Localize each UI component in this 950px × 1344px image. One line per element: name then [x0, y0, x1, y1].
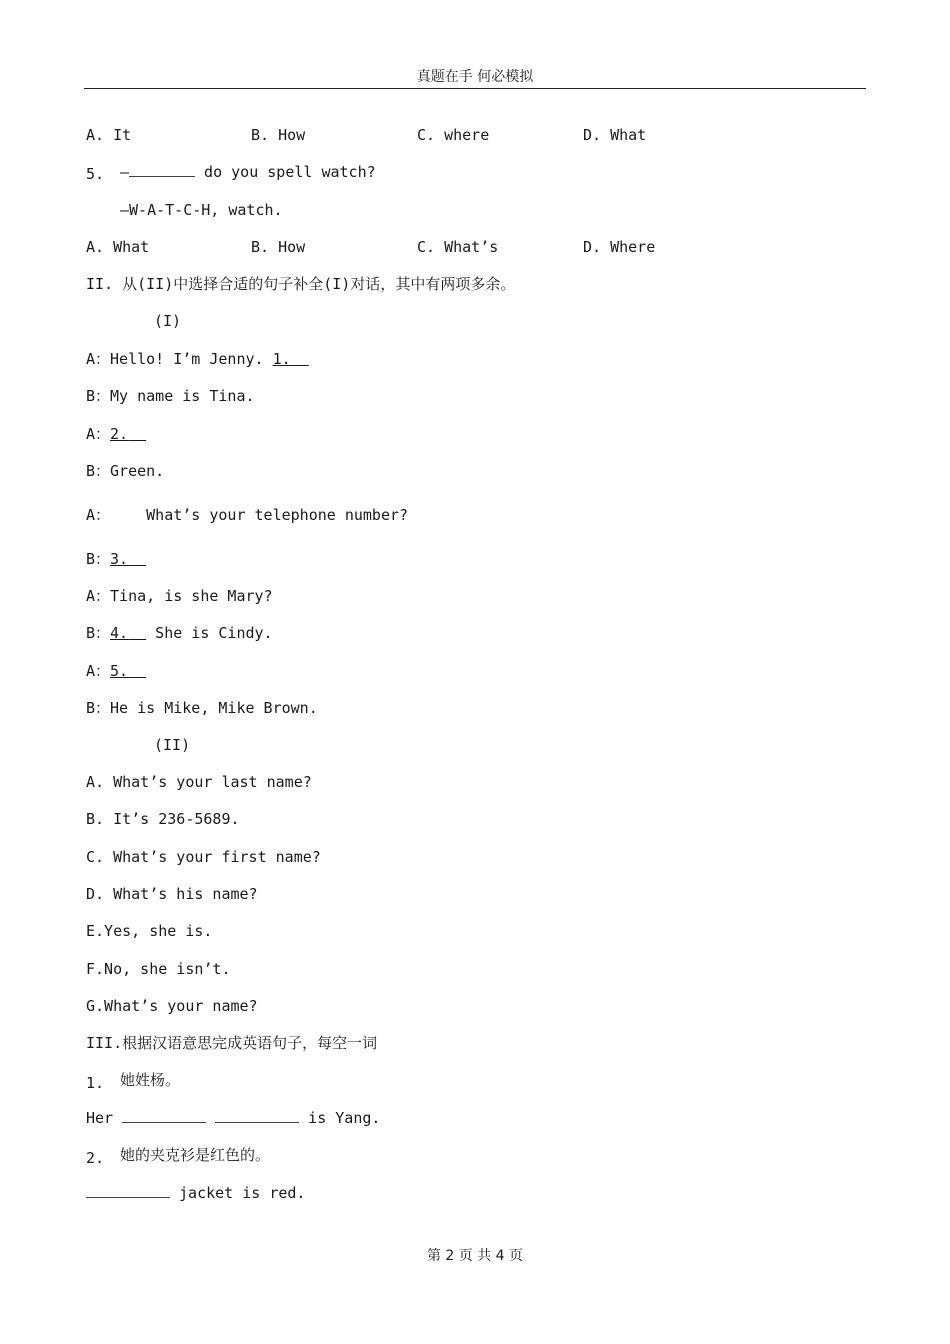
choice-item: A. What’s your last name? [86, 773, 312, 791]
q5-number: 5. [86, 165, 105, 183]
dialog-text: He is Mike, Mike Brown. [110, 699, 318, 717]
speaker: A： [86, 662, 111, 680]
answer-blank: 2. [110, 425, 129, 443]
dialog-line [86, 386, 255, 406]
dialog-line [86, 461, 164, 481]
part2-label: (II) [154, 736, 191, 754]
dialog-line [86, 549, 146, 569]
page-footer: 第 2 页 共 4 页 [426, 1248, 524, 1264]
dialog-line [86, 661, 146, 681]
s3-q1-post: is Yang. [299, 1109, 381, 1127]
choice-item: D. What’s his name? [86, 885, 258, 903]
speaker: B： [86, 387, 111, 405]
answer-blank: 3. [110, 550, 129, 568]
s3-q1-pre: Her [86, 1109, 123, 1127]
answer-blank: 4. [110, 624, 129, 642]
dialog-text: Hello! I’m Jenny. [110, 350, 273, 368]
part1-label: (I) [154, 312, 182, 330]
blank-tail [291, 350, 309, 368]
q5-line1-text: do you spell watch? [195, 163, 376, 181]
speaker: B： [86, 550, 111, 568]
dialog-text: My name is Tina. [110, 387, 255, 405]
dialog-text: She is Cindy. [146, 624, 273, 642]
gap [206, 1109, 215, 1127]
dialog-text: Tina, is she Mary? [110, 587, 273, 605]
s3-q1-line [86, 1108, 380, 1128]
speaker: B： [86, 462, 111, 480]
header-rule [84, 88, 866, 89]
dialog-line [86, 424, 146, 444]
s3-q2-blank [86, 1183, 170, 1198]
q5-blank [129, 162, 195, 177]
dialog-text: What’s your telephone number? [110, 506, 409, 524]
dialog-line [86, 349, 309, 369]
choice-item: G.What’s your name? [86, 997, 258, 1015]
speaker: A： [86, 425, 111, 443]
s3-q1-blank-1 [122, 1108, 206, 1123]
s3-q2-number: 2. [86, 1149, 105, 1167]
s3-q1-blank-2 [215, 1108, 299, 1123]
dialog-line [86, 586, 273, 606]
blank-tail [128, 550, 146, 568]
s3-q1-chinese: 她姓杨。 [120, 1071, 181, 1089]
answer-blank: 1. [272, 350, 291, 368]
dialog-line [86, 505, 408, 525]
blank-tail [128, 425, 146, 443]
choice-item: F.No, she isn’t. [86, 960, 231, 978]
dialog-line [86, 623, 273, 643]
q5-line1 [120, 162, 376, 182]
dialog-text: Green. [110, 462, 165, 480]
blank-tail [128, 624, 146, 642]
s3-q2-line [86, 1183, 305, 1203]
q5-option-a: A. What [86, 238, 150, 256]
section2-title: II. 从(II)中选择合适的句子补全(I)对话，其中有两项多余。 [86, 275, 516, 293]
q4-option-a: A. It [86, 126, 132, 144]
choice-item: B. It’s 236-5689. [86, 810, 240, 828]
speaker: A： [86, 587, 111, 605]
speaker: A： [86, 506, 111, 524]
q4-option-d: D. What [583, 126, 647, 144]
speaker: B： [86, 699, 111, 717]
choice-item: C. What’s your first name? [86, 848, 321, 866]
speaker: A： [86, 350, 111, 368]
choice-item: E.Yes, she is. [86, 922, 213, 940]
q5-option-b: B. How [251, 238, 306, 256]
q5-option-d: D. Where [583, 238, 656, 256]
blank-tail [128, 662, 146, 680]
s3-q2-post: jacket is red. [170, 1184, 306, 1202]
q4-option-b: B. How [251, 126, 306, 144]
section3-title: III.根据汉语意思完成英语句子，每空一词 [86, 1034, 378, 1052]
page-header: 真题在手 何必模拟 [416, 69, 534, 85]
dialog-line [86, 698, 318, 718]
s3-q1-number: 1. [86, 1074, 105, 1092]
q5-line2: —W-A-T-C-H, watch. [120, 201, 283, 219]
answer-blank: 5. [110, 662, 129, 680]
dash: — [120, 163, 130, 181]
s3-q2-chinese: 她的夹克衫是红色的。 [120, 1146, 271, 1164]
q4-option-c: C. where [417, 126, 490, 144]
q5-option-c: C. What’s [417, 238, 499, 256]
speaker: B： [86, 624, 111, 642]
